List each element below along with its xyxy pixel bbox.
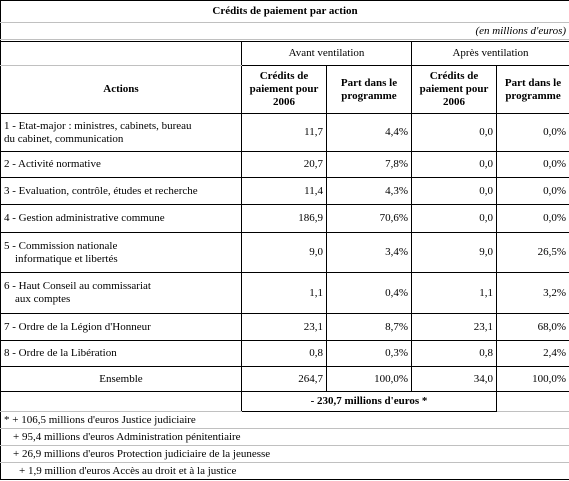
action-label-line2: aux comptes [15,293,71,305]
credits-after-cell: 0,0 [412,205,497,233]
actions-header: Actions [1,66,242,114]
action-label: 7 - Ordre de la Légion d'Honneur [1,314,242,341]
group-before-header: Avant ventilation [242,42,412,66]
credits-after-header: Crédits de paiement pour 2006 [412,66,497,114]
table-row [1,314,569,341]
share-before-cell: 4,3% [327,178,412,205]
action-label-line2: informatique et libertés [15,252,118,265]
total-share-after: 100,0% [497,367,569,392]
note-row [1,446,569,463]
credits-after-cell: 9,0 [412,233,497,273]
unit-row [1,23,569,40]
table-row [1,233,569,273]
group-after-header: Après ventilation [412,42,569,66]
total-row [1,367,569,392]
share-after-cell: 68,0% [497,314,569,341]
note-line: + 26,9 millions d'euros Protection judiciaire de la jeunesse [1,446,327,463]
total-credits-before: 264,7 [242,367,327,392]
credits-before-cell: 0,8 [242,341,327,367]
table-row [1,114,569,152]
share-before-cell: 7,8% [327,152,412,178]
title-row [1,1,569,23]
difference-value: - 230,7 millions d'euros * [242,392,497,412]
action-label: 3 - Evaluation, contrôle, études et recherche [1,178,242,205]
share-after-cell: 0,0% [497,114,569,152]
credits-after-cell: 0,0 [412,178,497,205]
credits-after-cell: 1,1 [412,273,497,314]
column-header-row [1,66,569,114]
credits-before-cell: 1,1 [242,273,327,314]
action-label [1,233,242,273]
share-before-cell: 0,3% [327,341,412,367]
share-after-cell: 3,2% [497,273,569,314]
share-before-cell: 4,4% [327,114,412,152]
credits-before-cell: 11,4 [242,178,327,205]
total-share-before: 100,0% [327,367,412,392]
credits-before-cell: 11,7 [242,114,327,152]
credits-before-cell: 23,1 [242,314,327,341]
action-label-line2: du cabinet, communication [4,132,124,145]
credits-after-cell: 0,8 [412,341,497,367]
share-before-cell: 3,4% [327,233,412,273]
note-line: + 1,9 million d'euros Accès au droit et à la justice [1,463,242,480]
credits-before-cell: 9,0 [242,233,327,273]
action-label: 4 - Gestion administrative commune [1,205,242,233]
table-row [1,178,569,205]
table-title: Crédits de paiement par action [1,1,569,23]
action-label [1,273,242,314]
credits-before-cell: 186,9 [242,205,327,233]
credits-before-cell: 20,7 [242,152,327,178]
note-row [1,429,569,446]
action-label-line1: 1 - Etat-major : ministres, cabinets, bureau [4,119,192,132]
unit-note: (en millions d'euros) [1,23,569,40]
difference-blank-right [497,392,569,412]
share-before-header: Part dans le programme [327,66,412,114]
note-row [1,412,569,429]
table-row [1,273,569,314]
note-line: + 95,4 millions d'euros Administration pénitentiaire [1,429,242,446]
credits-after-cell: 0,0 [412,114,497,152]
share-after-cell: 0,0% [497,205,569,233]
action-label-line1: 5 - Commission nationale [4,239,118,252]
difference-row [1,392,569,412]
total-label: Ensemble [1,367,242,392]
total-credits-after: 34,0 [412,367,497,392]
table-row [1,205,569,233]
group-header-blank [1,42,242,66]
difference-blank [1,392,242,412]
share-after-cell: 0,0% [497,152,569,178]
share-before-cell: 8,7% [327,314,412,341]
action-label [1,114,242,152]
action-label: 8 - Ordre de la Libération [1,341,242,367]
share-before-cell: 0,4% [327,273,412,314]
share-after-cell: 26,5% [497,233,569,273]
action-label-line1: 6 - Haut Conseil au commissariat [4,280,151,292]
action-label: 2 - Activité normative [1,152,242,178]
share-after-header: Part dans le programme [497,66,569,114]
share-after-cell: 2,4% [497,341,569,367]
credits-after-cell: 23,1 [412,314,497,341]
share-after-cell: 0,0% [497,178,569,205]
group-header-row [1,42,569,66]
credits-after-cell: 0,0 [412,152,497,178]
note-row [1,463,569,480]
table-row [1,341,569,367]
credits-before-header: Crédits de paiement pour 2006 [242,66,327,114]
table-row [1,152,569,178]
note-line: * + 106,5 millions d'euros Justice judiciaire [1,412,242,429]
share-before-cell: 70,6% [327,205,412,233]
